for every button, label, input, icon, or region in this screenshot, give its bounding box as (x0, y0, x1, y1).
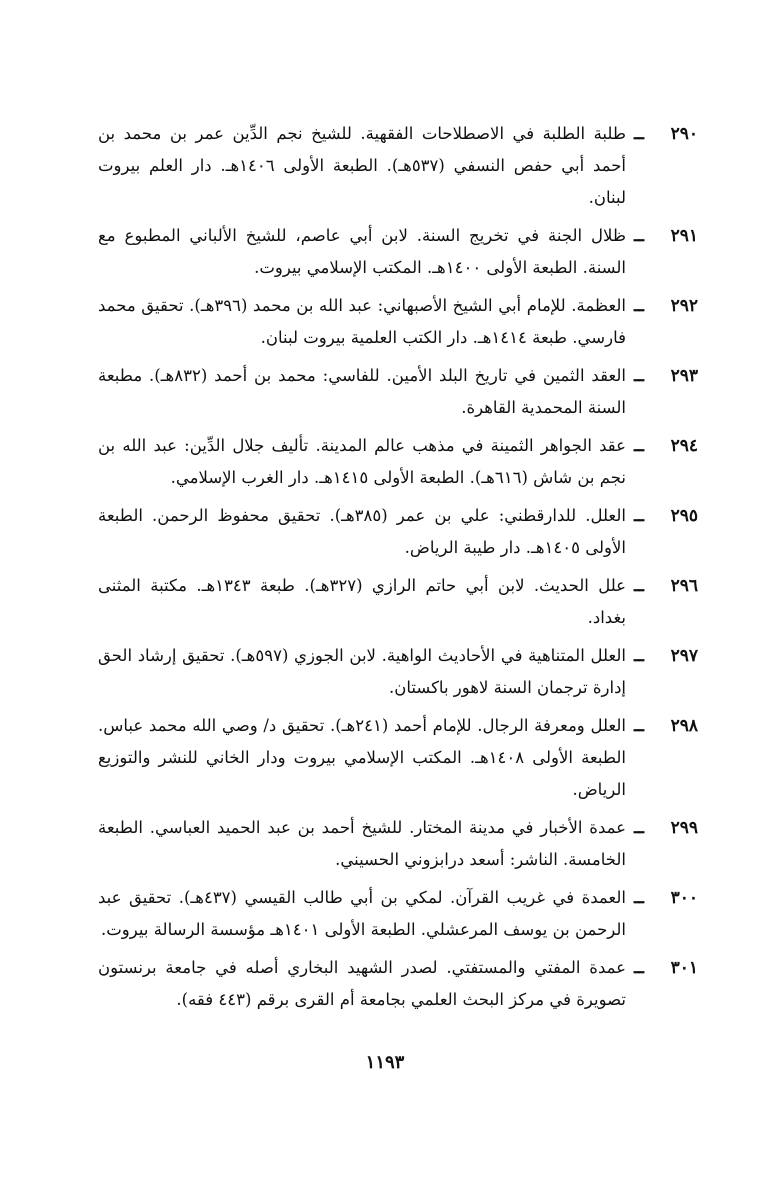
entry-text: ظلال الجنة في تخريج السنة. لابن أبي عاصم، للشيخ الألباني المطبوع مع السنة. الطبعة الأولى ١٤٠٠هـ. المكتب الإسلامي بيروت. (98, 226, 626, 277)
entry-dash: ــ (634, 576, 644, 596)
bibliography-entry (98, 710, 698, 806)
entry-dash: ــ (634, 716, 644, 736)
bibliography-entry (98, 570, 698, 634)
entry-text: العقد الثمين في تاريخ البلد الأمين. للفاسي: محمد بن أحمد (٨٣٢هـ). مطبعة السنة المحمدية القاهرة. (98, 366, 626, 417)
bibliography-list (98, 118, 698, 1022)
bibliography-entry (98, 882, 698, 946)
entry-text: عقد الجواهر الثمينة في مذهب عالم المدينة. تأليف جلال الدِّين: عبد الله بن نجم بن شاش (٦١٦هـ). الطبعة الأولى ١٤١٥هـ. دار الغرب الإسلامي. (98, 436, 626, 487)
entry-dash: ــ (634, 958, 644, 978)
bibliography-entry (98, 220, 698, 284)
bibliography-entry (98, 430, 698, 494)
entry-text: عمدة الأخبار في مدينة المختار. للشيخ أحمد بن عبد الحميد العباسي. الطبعة الخامسة. الناشر: أسعد درابزوني الحسيني. (98, 818, 626, 869)
entry-text: العلل. للدارقطني: علي بن عمر (٣٨٥هـ). تحقيق محفوظ الرحمن. الطبعة الأولى ١٤٠٥هـ. دار طيبة الرياض. (98, 506, 626, 557)
entry-dash: ــ (634, 646, 644, 666)
entry-dash: ــ (634, 366, 644, 386)
entry-number: ٢٩٥ (670, 506, 698, 526)
entry-dash: ــ (634, 226, 644, 246)
entry-dash: ــ (634, 124, 644, 144)
bibliography-entry (98, 952, 698, 1016)
page-number: ١١٩٣ (365, 1052, 405, 1073)
entry-text: علل الحديث. لابن أبي حاتم الرازي (٣٢٧هـ). طبعة ١٣٤٣هـ. مكتبة المثنى بغداد. (98, 576, 627, 627)
entry-number: ٢٩٢ (670, 296, 698, 316)
entry-number: ٣٠٠ (670, 888, 698, 908)
entry-number: ٢٩٤ (670, 436, 698, 456)
bibliography-entry (98, 118, 698, 214)
entry-text: العلل المتناهية في الأحاديث الواهية. لابن الجوزي (٥٩٧هـ). تحقيق إرشاد الحق إدارة ترجمان السنة لاهور باكستان. (98, 646, 626, 697)
bibliography-entry (98, 290, 698, 354)
bibliography-entry (98, 500, 698, 564)
entry-number: ٢٩٣ (670, 366, 698, 386)
entry-dash: ــ (634, 436, 644, 456)
bibliography-entry (98, 812, 698, 876)
bibliography-entry (98, 360, 698, 424)
entry-text: عمدة المفتي والمستفتي. لصدر الشهيد البخاري أصله في جامعة برنستون تصويرة في مركز البحث العلمي بجامعة أم القرى برقم (٤٤٣ فقه). (98, 958, 626, 1009)
entry-text: طلبة الطلبة في الاصطلاحات الفقهية. للشيخ نجم الدِّين عمر بن محمد بن أحمد أبي حفص النسفي (٥٣٧هـ). الطبعة الأولى ١٤٠٦هـ. دار العلم بيروت لبنان. (98, 124, 626, 207)
entry-number: ٢٩٦ (670, 576, 698, 596)
entry-text: العمدة في غريب القرآن. لمكي بن أبي طالب القيسي (٤٣٧هـ). تحقيق عبد الرحمن بن يوسف المرعشلي. الطبعة الأولى ١٤٠١هـ مؤسسة الرسالة بيروت. (98, 888, 626, 939)
entry-number: ٢٩٧ (670, 646, 698, 666)
entry-number: ٢٩٩ (670, 818, 698, 838)
entry-number: ٣٠١ (670, 958, 698, 978)
entry-dash: ــ (634, 888, 644, 908)
entry-text: العلل ومعرفة الرجال. للإمام أحمد (٢٤١هـ). تحقيق د/ وصي الله محمد عباس. الطبعة الأولى ١٤٠٨هـ. المكتب الإسلامي بيروت ودار الخاني للنشر والتوزيع الرياض. (98, 716, 627, 799)
entry-dash: ــ (634, 818, 644, 838)
entry-dash: ــ (634, 296, 644, 316)
entry-dash: ــ (634, 506, 644, 526)
bibliography-entry (98, 640, 698, 704)
entry-number: ٢٩٠ (670, 124, 698, 144)
entry-text: العظمة. للإمام أبي الشيخ الأصبهاني: عبد الله بن محمد (٣٩٦هـ). تحقيق محمد فارسي. طبعة ١٤١٤هـ. دار الكتب العلمية بيروت لبنان. (98, 296, 626, 347)
entry-number: ٢٩١ (670, 226, 698, 246)
entry-number: ٢٩٨ (670, 716, 698, 736)
